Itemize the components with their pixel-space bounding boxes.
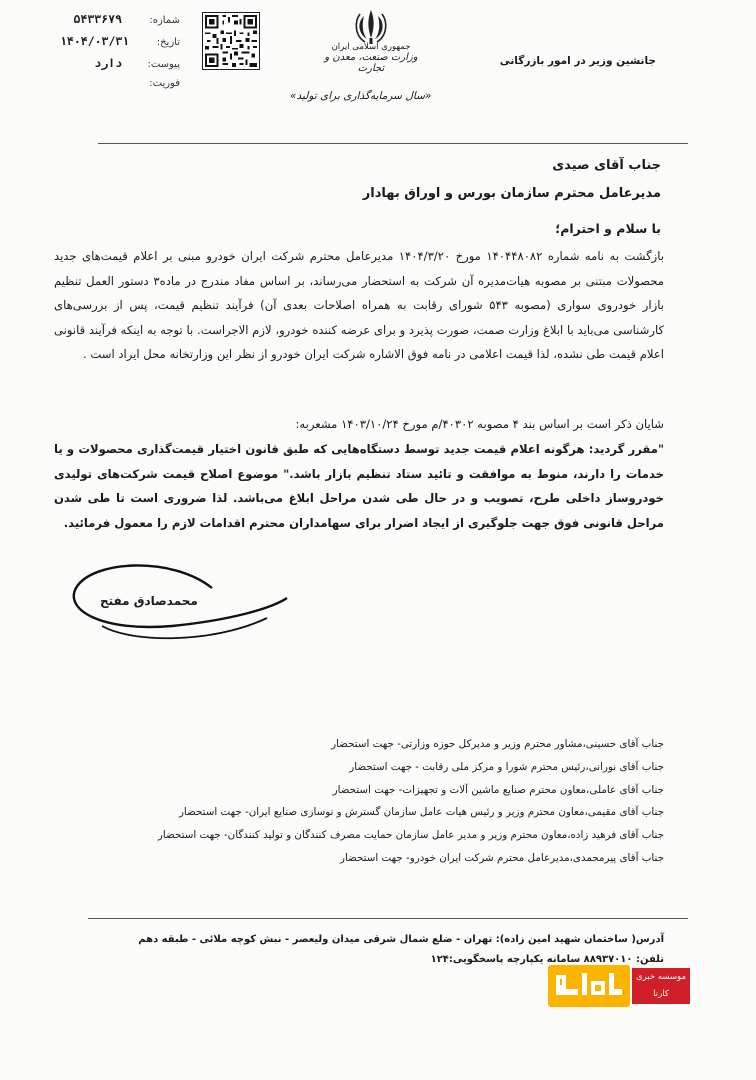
cc-item: جناب آقای فرهید زاده،معاون محترم وزیر و مدیر عامل سازمان حمایت مصرف کنندگان و تولید کنندگان- جهت استحضار bbox=[157, 829, 664, 842]
ministry-title: وزارت صنعت، معدن و تجارت bbox=[324, 52, 418, 74]
cc-list bbox=[104, 733, 664, 870]
news-agency-logo bbox=[548, 965, 690, 1007]
addressee-title: مدیرعامل محترم سازمان بورس و اوراق بهادار bbox=[362, 186, 661, 201]
cc-item: جناب آقای پیرمحمدی،مدیرعامل محترم شرکت ایران خودرو- جهت استحضار bbox=[340, 851, 664, 864]
logo-caption-line: موسسه خبری bbox=[635, 972, 687, 982]
footer-address bbox=[104, 930, 664, 970]
cc-item: جناب آقای عاملی،معاون محترم صنایع ماشین آلات و تجهیزات- جهت استحضار bbox=[332, 783, 664, 796]
emblem-icon bbox=[354, 8, 388, 46]
body-paragraph-1: بازگشت به نامه شماره ۱۴۰۴۴۸۰۸۲ مورخ ۱۴۰۴/۳/۲۰ مدیرعامل محترم شرکت ایران خودرو مبنی بر اعلام قیمت‌های جدید محصولات مبتنی بر مصوبه هیات‌مدیره آن شرکت به استحضار می‌رساند، بر اساس مفاد مندرج در ماده۳ دستور العمل تنظیم بازار خودروی سواری (مصوبه ۵۴۳ شورای رقابت به همراه اصلاحات بعدی آن) فرآیند تنظیم قیمت، پس از بررسی‌های کارشناسی می‌باید با ابلاغ وزارت صمت، صورت پذیرد و برای عرضه کننده خودرو، لازم الاجراست. با توجه به اینکه فرآیند قانونی اعلام قیمت طی نشده، لذا قیمت اعلامی در نامه فوق الاشاره شرکت ایران خودرو از نظر این وزارتخانه محل ایراد است . bbox=[54, 249, 664, 361]
phone-line: تلفن: ۸۸۹۳۷۰۱۰ سامانه یکپارچه پاسخگویی:۱۲۴ bbox=[430, 954, 664, 965]
country-name: جمهوری اسلامی ایران bbox=[331, 42, 411, 52]
meta-value: ۵۴۳۳۶۷۹ bbox=[73, 12, 122, 26]
address-line: آدرس( ساختمان شهید امین زاده): تهران - ضلع شمال شرقی میدان ولیعصر - نبش کوچه ملائی - طبقه دهم bbox=[138, 934, 664, 945]
meta-label: پیوست: bbox=[147, 59, 180, 70]
body-paragraph-3: "مقرر گردید: هرگونه اعلام قیمت جدید توسط دستگاه‌هایی که طبق قانون اختیار قیمت‌گذاری محصولات و یا خدمات را دارند، منوط به موافقت و تائید ستاد تنظیم بازار باشد." موضوع اصلاح قیمت شرکت‌های تولیدی خودروساز داخلی طرح، تصویب و در حال طی شدن مراحل ابلاغ می‌باشد. لذا ضروری است تا طی شدن مراحل قانونی فوق جهت جلوگیری از ایجاد اضرار برای سهامداران محترم اقدامات لازم را معمول فرمائید. bbox=[54, 442, 664, 530]
letter-meta bbox=[60, 12, 180, 100]
meta-label: شماره: bbox=[149, 15, 180, 26]
logo-caption-line: کارنا bbox=[653, 989, 669, 999]
meta-date bbox=[60, 34, 180, 56]
logo-caption bbox=[632, 968, 690, 1004]
addressee-name: جناب آقای صیدی bbox=[552, 158, 661, 173]
body-paragraph-2: شایان ذکر است بر اساس بند ۴ مصوبه ۴۰۳۰۲/م مورخ ۱۴۰۳/۱۰/۲۴ مشعربه: bbox=[295, 417, 664, 431]
year-slogan: «سال سرمایه‌گذاری برای تولید» bbox=[290, 90, 432, 102]
meta-number bbox=[60, 12, 180, 34]
cc-item: جناب آقای حسینی،مشاور محترم وزیر و مدیرکل حوزه وزارتی- جهت استحضار bbox=[331, 738, 664, 750]
meta-value: ۱۴۰۴/۰۳/۳۱ bbox=[60, 34, 130, 48]
header-divider bbox=[98, 143, 688, 144]
ministry-name bbox=[316, 42, 426, 74]
greeting: با سلام و احترام؛ bbox=[555, 221, 661, 236]
cc-item: جناب آقای نورانی،رئیس محترم شورا و مرکز ملی رقابت - جهت استحضار bbox=[349, 760, 664, 773]
meta-label: فوریت: bbox=[149, 78, 180, 89]
signatory-name: محمدصادق مفتح bbox=[100, 594, 198, 608]
logo-wordmark-icon bbox=[554, 971, 624, 1001]
deputy-title: جانشین وزیر در امور بازرگانی bbox=[499, 55, 656, 67]
meta-attachment bbox=[60, 56, 180, 78]
meta-label: تاریخ: bbox=[156, 37, 180, 48]
logo-mark bbox=[548, 965, 630, 1007]
qr-code-icon bbox=[202, 12, 260, 70]
meta-value: دارد bbox=[94, 56, 122, 70]
footer-divider bbox=[88, 918, 688, 919]
meta-urgency bbox=[60, 78, 180, 100]
cc-item: جناب آقای مقیمی،معاون محترم وزیر و رئیس هیات عامل سازمان گسترش و نوسازی صنایع ایران- جهت استحضار bbox=[178, 806, 664, 819]
